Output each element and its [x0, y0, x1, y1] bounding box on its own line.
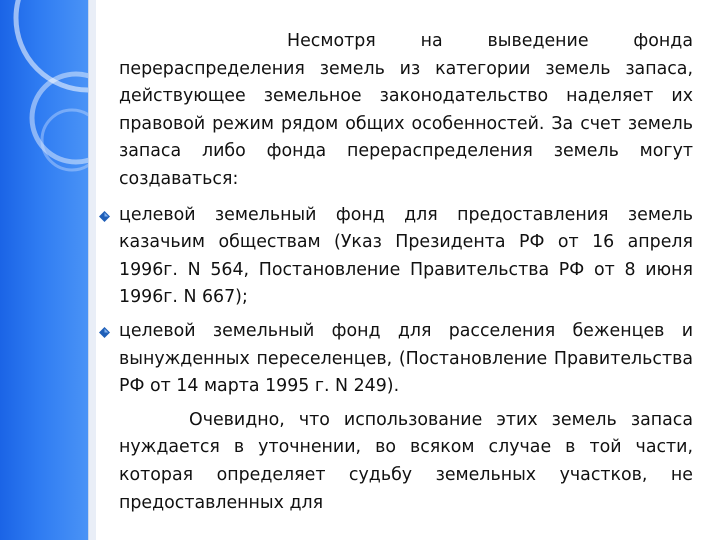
bullet-text: целевой земельный фонд для расселения беженцев и вынужденных переселенцев, (Постановление Правительства РФ от 14 марта 1995 г. N 249).: [119, 320, 693, 397]
bullet-diamond-icon: [99, 211, 110, 222]
slide-content: [119, 28, 693, 525]
closing-paragraph: Очевидно, что использование этих земель запаса нуждается в уточнении, во всяком случае в той части, которая определяет судьбу земельных участков, не предоставленных для: [119, 409, 693, 513]
decorative-sidebar: [0, 0, 88, 540]
intro-paragraph: Несмотря на выведение фонда перераспределения земель из категории земель запаса, действующее земельное законодательство наделяет их правовой режим рядом общих особенностей. За счет земель запаса либо фонда перераспределения земель могут создаваться:: [119, 31, 693, 189]
bullet-item: [119, 202, 693, 312]
bullet-text: целевой земельный фонд для предоставления земель казачьим обществам (Указ Президента РФ от 16 апреля 1996г. N 564, Постановление Правительства РФ от 8 июня 1996г. N 667);: [119, 204, 693, 308]
decorative-circles: [0, 0, 88, 540]
bullet-item: [119, 318, 693, 401]
bullet-diamond-icon: [99, 327, 110, 338]
sidebar-divider: [88, 0, 96, 540]
